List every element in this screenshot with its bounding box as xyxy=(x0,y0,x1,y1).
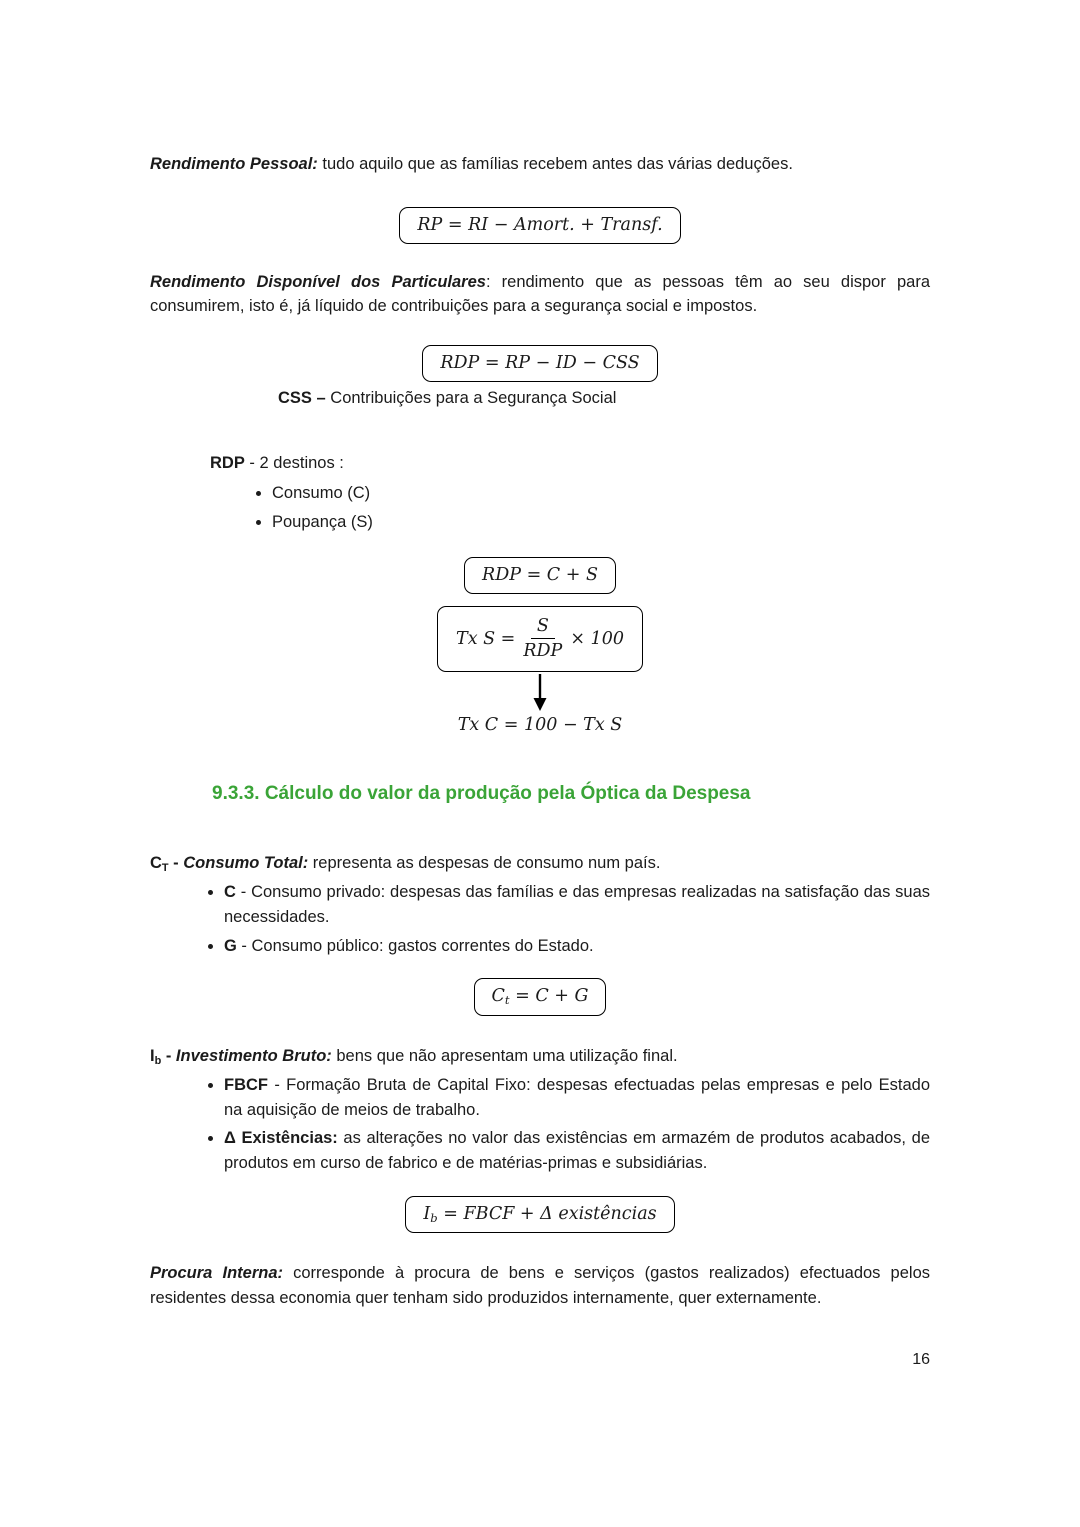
symbol-base: I xyxy=(150,1046,155,1065)
list-item-text: - Consumo público: gastos correntes do Estado. xyxy=(236,936,594,955)
formula-subscript: t xyxy=(504,993,510,1008)
list-item-term: FBCF xyxy=(224,1075,268,1094)
list-item xyxy=(272,481,930,506)
list-item-term: G xyxy=(224,936,237,955)
formula-row-ct xyxy=(150,978,930,1015)
term-procura-interna: Procura Interna: xyxy=(150,1264,283,1283)
list-consumo xyxy=(150,880,930,958)
list-item-term: Δ Existências: xyxy=(224,1129,338,1148)
down-arrow-icon xyxy=(531,672,549,712)
fraction-denominator: RDP xyxy=(523,641,563,662)
note-text: Contribuições para a Segurança Social xyxy=(325,388,617,407)
fraction xyxy=(523,615,562,664)
paragraph-text: representa as despesas de consumo num país. xyxy=(308,853,661,872)
list-item xyxy=(224,934,930,959)
symbol-ib xyxy=(150,1047,161,1065)
term-rendimento-pessoal: Rendimento Pessoal: xyxy=(150,155,318,173)
symbol-subscript: T xyxy=(161,861,169,874)
formula-base: C xyxy=(491,986,505,1007)
symbol-base: C xyxy=(150,853,162,872)
paragraph-text: corresponde à procura de bens e serviços (gastos realizados) efectuados pelos residentes dessa economia quer tenham sido produzidos internamente, quer externamente. xyxy=(150,1264,930,1307)
arrow-row xyxy=(150,672,930,712)
term-consumo-total: Consumo Total: xyxy=(183,853,309,872)
paragraph-rdp-destinos xyxy=(150,451,930,476)
formula-row-txc xyxy=(150,712,930,738)
list-item-term: C xyxy=(224,883,236,902)
list-item xyxy=(224,1073,930,1123)
dash: - xyxy=(168,853,184,872)
formula-ct xyxy=(474,978,607,1015)
term-investimento-bruto: Investimento Bruto: xyxy=(175,1046,332,1065)
page-number: 16 xyxy=(912,1351,930,1368)
formula-txs xyxy=(437,606,643,673)
list-item-label: Poupança (S) xyxy=(272,513,373,531)
list-rdp-destinos xyxy=(150,481,930,535)
formula-rdp-cs: RDP = C + S xyxy=(464,557,616,594)
paragraph-text: - 2 destinos : xyxy=(244,453,344,472)
symbol-ct xyxy=(150,854,169,872)
formula-row-rdp-cs xyxy=(150,557,930,594)
formula-rest: = FBCF + Δ existências xyxy=(437,1203,657,1224)
list-investimento xyxy=(150,1073,930,1176)
dash: - xyxy=(161,1046,176,1065)
paragraph-text: : rendimento que as pessoas têm ao seu dispor para consumirem, isto é, já líquido de contribuições para a segurança social e impostos. xyxy=(150,272,930,316)
paragraph-investimento-bruto xyxy=(150,1044,930,1069)
formula-txs-rhs: × 100 xyxy=(570,628,624,649)
paragraph-text: bens que não apresentam uma utilização final. xyxy=(331,1046,678,1065)
formula-rdp: RDP = RP − ID − CSS xyxy=(422,345,657,382)
formula-subscript: b xyxy=(430,1211,438,1226)
term-css: CSS – xyxy=(278,388,326,407)
formula-row-txs xyxy=(150,606,930,673)
formula-row-rp xyxy=(150,207,930,244)
list-item-text: - Consumo privado: despesas das famílias e das empresas realizadas na satisfação das suas necessidades. xyxy=(224,883,930,926)
list-item-label: Consumo (C) xyxy=(272,484,371,503)
list-item xyxy=(272,510,930,535)
section-heading: 9.3.3. Cálculo do valor da produção pela Óptica da Despesa xyxy=(212,783,751,805)
formula-txs-lhs: Tx S = xyxy=(456,628,516,649)
list-item xyxy=(224,880,930,930)
list-item-text: - Formação Bruta de Capital Fixo: despesas efectuadas pelas empresas e pelo Estado na aquisição de meios de trabalho. xyxy=(224,1075,930,1119)
paragraph-consumo-total xyxy=(150,851,930,876)
list-item-text: as alterações no valor das existências em armazém de produtos acabados, de produtos em curso de fabrico e de matérias-primas e subsidiárias. xyxy=(224,1129,930,1173)
formula-txc: Tx C = 100 − Tx S xyxy=(457,715,623,735)
formula-ib xyxy=(405,1196,674,1233)
paragraph-rendimento-disponivel xyxy=(150,270,930,320)
paragraph-procura-interna xyxy=(150,1261,930,1311)
list-item xyxy=(224,1126,930,1176)
formula-row-rdp xyxy=(150,345,930,382)
fraction-numerator: S xyxy=(531,615,555,640)
paragraph-text: tudo aquilo que as famílias recebem antes das várias deduções. xyxy=(317,155,793,173)
note-css xyxy=(150,386,930,411)
term-rendimento-disponivel: Rendimento Disponível dos Particulares xyxy=(150,272,486,291)
formula-rest: = C + G xyxy=(509,986,589,1007)
symbol-subscript: b xyxy=(154,1054,162,1067)
formula-rp: RP = RI − Amort. + Transf. xyxy=(399,207,680,244)
formula-base: I xyxy=(423,1203,431,1224)
term-rdp: RDP xyxy=(210,453,245,472)
formula-row-ib xyxy=(150,1196,930,1233)
paragraph-rendimento-pessoal xyxy=(150,152,930,177)
